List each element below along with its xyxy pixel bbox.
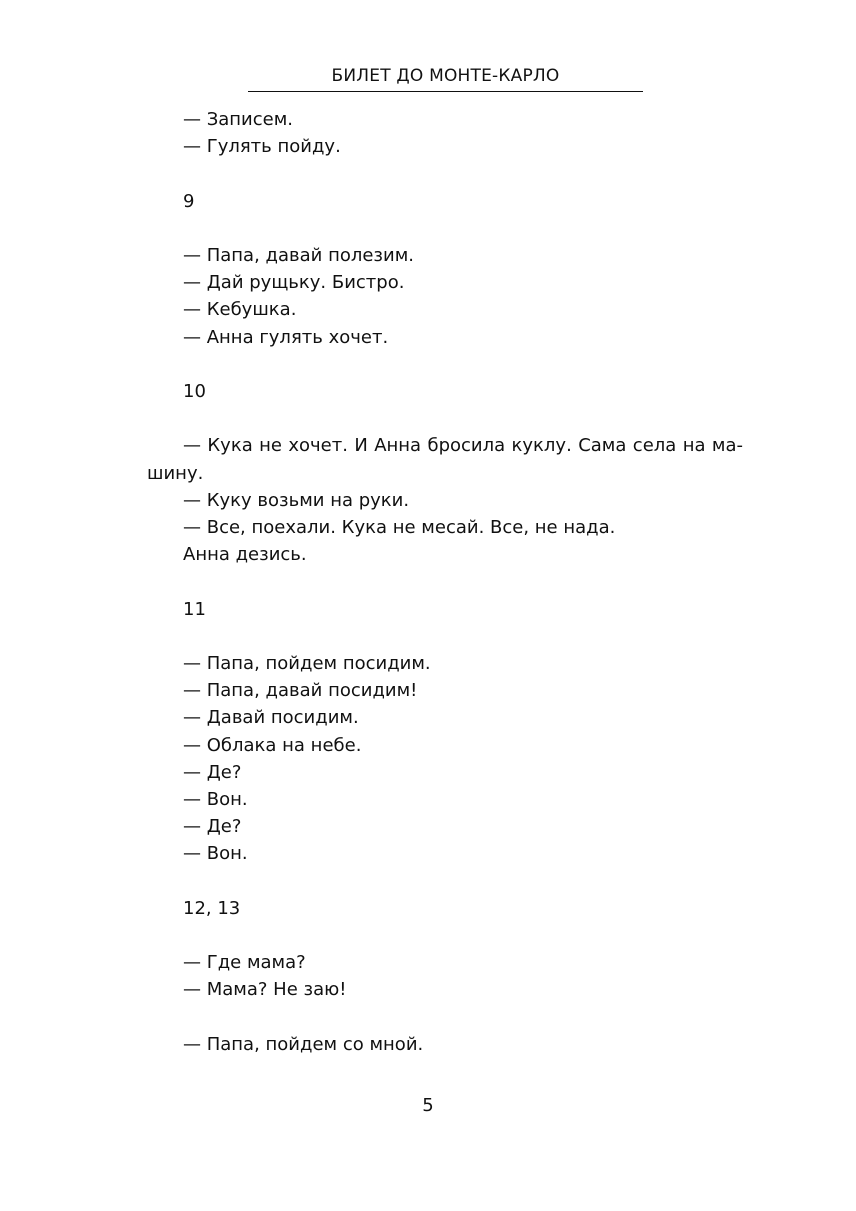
dialogue-block xyxy=(147,650,743,868)
running-header: БИЛЕТ ДО МОНТЕ-КАРЛО xyxy=(331,66,560,86)
section-number xyxy=(147,188,743,215)
dialogue-block xyxy=(147,1031,743,1058)
text-line: — Облака на небе. xyxy=(183,734,362,756)
dialogue-block xyxy=(147,242,743,351)
dialogue-block xyxy=(147,949,743,1003)
text-line: — Анна гулять хочет. xyxy=(183,326,389,348)
text-line: — Куку возьми на руки. xyxy=(183,489,410,511)
text-line: — Кука не хочет. И Анна бросила куклу. Сама села на ма- xyxy=(183,435,743,457)
page-number: 5 xyxy=(422,1095,434,1116)
text-line: Анна дезись. xyxy=(183,544,307,566)
section-number xyxy=(147,596,743,623)
text-line: — Все, поехали. Кука не месай. Все, не нада. xyxy=(183,516,616,538)
text-line: — Мама? Не заю! xyxy=(183,979,347,1001)
text-line: — Папа, давай полезим. xyxy=(183,244,414,266)
section-number-11: 11 xyxy=(183,598,206,620)
text-line: — Де? xyxy=(183,761,242,783)
text-line: — Вон. xyxy=(183,843,248,865)
page-body xyxy=(147,106,743,1058)
dialogue-block xyxy=(147,106,743,160)
text-line: — Записем. xyxy=(183,109,294,130)
text-line: — Гулять пойду. xyxy=(183,136,341,158)
text-line: — Папа, давай посидим! xyxy=(183,680,418,702)
header-rule xyxy=(248,91,643,92)
section-number-12-13: 12, 13 xyxy=(183,897,241,919)
text-line: — Папа, пойдем со мной. xyxy=(183,1033,424,1055)
text-line: — Де? xyxy=(183,816,242,838)
section-number xyxy=(147,378,743,405)
text-line-continuation: шину. xyxy=(147,462,204,484)
text-line: — Дай рущьку. Бистро. xyxy=(183,272,405,294)
section-number-10: 10 xyxy=(183,380,206,402)
text-line: — Вон. xyxy=(183,788,248,810)
text-line: — Давай посидим. xyxy=(183,707,359,729)
dialogue-block xyxy=(147,432,743,568)
section-number xyxy=(147,895,743,922)
text-line: — Папа, пойдем посидим. xyxy=(183,652,431,674)
text-line: — Где мама? xyxy=(183,952,306,974)
text-line: — Кебушка. xyxy=(183,299,297,321)
section-number-9: 9 xyxy=(183,190,195,212)
